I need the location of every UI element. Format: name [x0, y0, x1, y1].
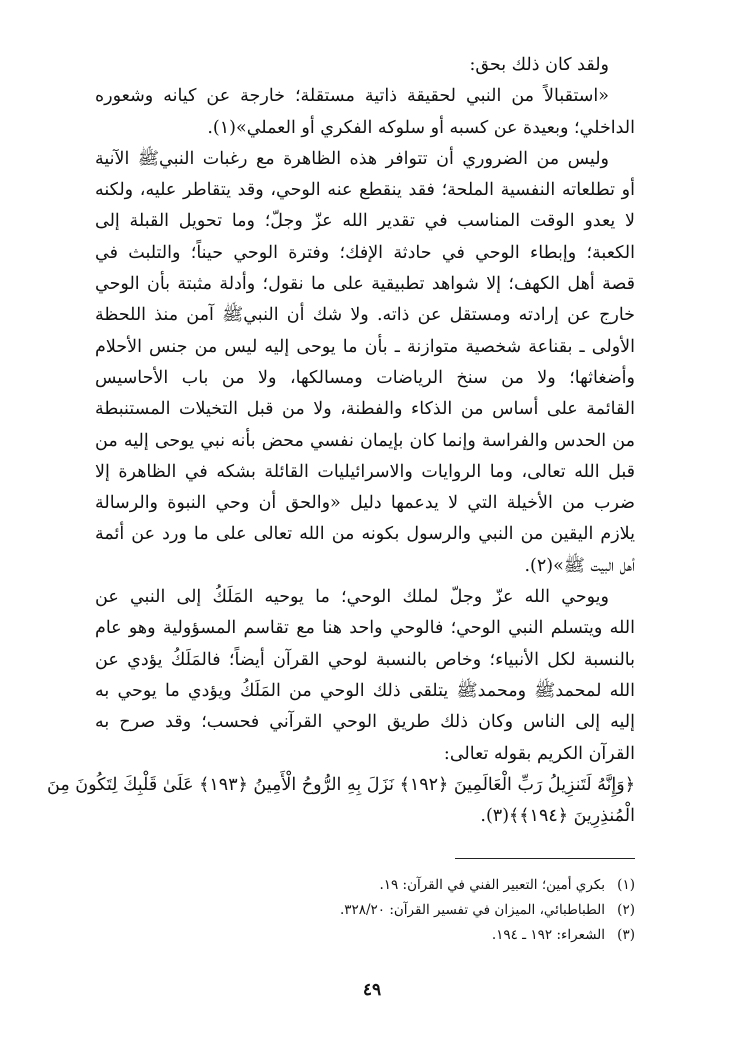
- footnote-list: [115, 873, 635, 948]
- body-text: [47, 50, 635, 832]
- text-line: الكعبة؛ وإبطاء الوحي في حادثة الإفك؛ وفترة الوحي حيناً؛ والتلبث في: [95, 242, 635, 263]
- text-line: ﴿وَإِنَّهُ لَتَنزِيلُ رَبِّ الْعَالَمِينَ ﴿١٩٢﴾ نَزَلَ بِهِ الرُّوحُ الْأَمِينُ ﴿١٩٣﴾ عَلَىٰ قَلْبِكَ لِتَكُونَ مِنَ: [47, 774, 635, 795]
- footnote-divider: [455, 858, 635, 859]
- text-line: وليس من الضروري أن تتوافر هذه الظاهرة مع رغبات النبيﷺ الآنية: [95, 148, 609, 169]
- text-line: الداخلي؛ وبعيدة عن كسبه أو سلوكه الفكري أو العملي»(١).: [207, 117, 635, 138]
- text-line: الأولى ـ بقناعة شخصية متوازنة ـ بأن ما يوحى إليه ليس من جنس الأحلام: [95, 336, 635, 357]
- text-line: القرآن الكريم بقوله تعالى:: [443, 743, 635, 764]
- text-line: قصة أهل الكهف؛ إلا شواهد تطبيقية على ما نقول؛ وأدلة مثبتة بأن الوحي: [95, 274, 635, 295]
- footnotes: [115, 858, 635, 948]
- text-line: يلازم اليقين من النبي والرسول بكونه من الله تعالى على ما ورد عن أئمة: [95, 524, 635, 545]
- footnote-text: الطباطبائي، الميزان في تفسير القرآن: ٣٢٨/٢٠.: [339, 902, 605, 918]
- footnote-item: [115, 923, 635, 948]
- text-line: «استقبالاً من النبي لحقيقة ذاتية مستقلة؛ خارجة عن كيانه وشعوره: [95, 86, 609, 107]
- text-line: الله ويتسلم النبي الوحي؛ فالوحي واحد هنا مع تقاسم المسؤولية وهو عام: [95, 618, 635, 639]
- text-line: أهل البيت ﷺ»(٢).: [524, 555, 635, 576]
- text-line: خارج عن إرادته ومستقل عن ذاته. ولا شك أن النبيﷺ آمن منذ اللحظة: [95, 305, 635, 326]
- footnote-item: [115, 898, 635, 923]
- text-line: بالنسبة لكل الأنبياء؛ وخاص بالنسبة لوحي القرآن أيضاً؛ فالمَلَكُ يؤدي عن: [95, 649, 635, 670]
- text-line: أو تطلعاته النفسية الملحة؛ فقد ينقطع عنه الوحي، وقد يتقاطر عليه، ولكنه: [95, 180, 635, 201]
- footnote-number: (١): [617, 877, 635, 893]
- text-line: القائمة على أساس من الذكاء والفطنة، ولا من قبل التخيلات المستنبطة: [95, 399, 635, 420]
- page-number: ٤٩: [362, 980, 382, 1000]
- text-line: لا يعدو الوقت المناسب في تقدير الله عزّ وجلّ؛ وما تحويل القبلة إلى: [95, 211, 635, 232]
- text-line: ضرب من الأخيلة التي لا يدعمها دليل «والحق أن وحي النبوة والرسالة: [95, 493, 635, 514]
- text-line: من الحدس والفراسة وإنما كان بإيمان نفسي محض بأنه نبي يوحى إليه من: [95, 430, 635, 451]
- text-line: إليه إلى الناس وكان ذلك طريق الوحي القرآني فحسب؛ وقد صرح به: [95, 712, 635, 733]
- footnote-item: [115, 873, 635, 898]
- text-line: قبل الله تعالى، وما الروايات والاسرائيليات القائلة بشكه في الظاهرة إلا: [95, 461, 635, 482]
- text-line: ويوحي الله عزّ وجلّ لملك الوحي؛ ما يوحيه المَلَكُ إلى النبي عن: [95, 587, 609, 608]
- text-line: الْمُنذِرِينَ ﴿١٩٤﴾﴾(٣).: [480, 806, 635, 827]
- text-line: وأضغاثها؛ ولا من سنخ الرياضات ومسالكها، ولا من باب الأحاسيس: [95, 367, 635, 388]
- text-line: الله لمحمدﷺ ومحمدﷺ يتلقى ذلك الوحي من المَلَكُ ويؤدي ما يوحي به: [95, 680, 635, 701]
- footnote-number: (٣): [617, 927, 635, 943]
- footnote-text: الشعراء: ١٩٢ ـ ١٩٤.: [491, 927, 605, 943]
- footnote-text: بكري أمين؛ التعبير الفني في القرآن: ١٩.: [379, 877, 605, 893]
- text-line: ولقد كان ذلك بحق:: [469, 55, 609, 75]
- footnote-number: (٢): [617, 902, 635, 918]
